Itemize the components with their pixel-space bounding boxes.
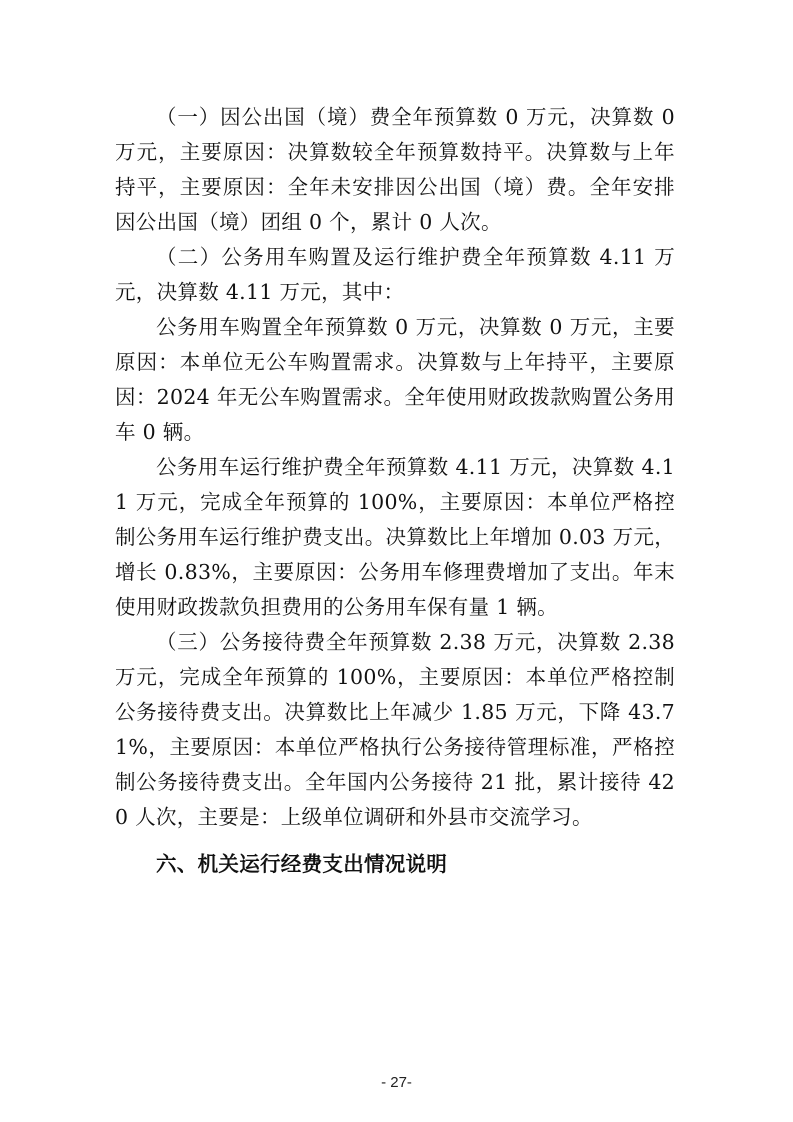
- paragraph-vehicle-maintenance: 公务用车运行维护费全年预算数 4.11 万元，决算数 4.11 万元，完成全年预算的 100%，主要原因：本单位严格控制公务用车运行维护费支出。决算数比上年增加 0.03 万元，增长 0.83%，主要原因：公务用车修理费增加了支出。年末使用财政拨款负担费用的公务用车保有量 1 辆。: [115, 455, 675, 619]
- paragraph-reception: （三）公务接待费全年预算数 2.38 万元，决算数 2.38 万元，完成全年预算的 100%，主要原因：本单位严格控制公务接待费支出。决算数比上年减少 1.85 万元，下降 43.71%，主要原因：本单位严格执行公务接待管理标准，严格控制公务接待费支出。全年国内公务接待 21 批，累计接待 420 人次，主要是：上级单位调研和外县市交流学习。: [115, 630, 675, 829]
- page-number: - 27-: [381, 1074, 412, 1091]
- paragraph-vehicle-purchase: 公务用车购置全年预算数 0 万元，决算数 0 万元，主要原因：本单位无公车购置需求。决算数与上年持平，主要原因：2024 年无公车购置需求。全年使用财政拨款购置公务用车 0 辆。: [115, 315, 675, 444]
- section-heading: 六、机关运行经费支出情况说明: [156, 852, 448, 876]
- paragraph-vehicle-total: （二）公务用车购置及运行维护费全年预算数 4.11 万元，决算数 4.11 万元，其中：: [115, 245, 675, 304]
- document-body: [115, 100, 675, 882]
- paragraph-overseas-travel: （一）因公出国（境）费全年预算数 0 万元，决算数 0 万元，主要原因：决算数较全年预算数持平。决算数与上年持平，主要原因：全年未安排因公出国（境）费。全年安排因公出国（境）团组 0 个，累计 0 人次。: [115, 105, 675, 234]
